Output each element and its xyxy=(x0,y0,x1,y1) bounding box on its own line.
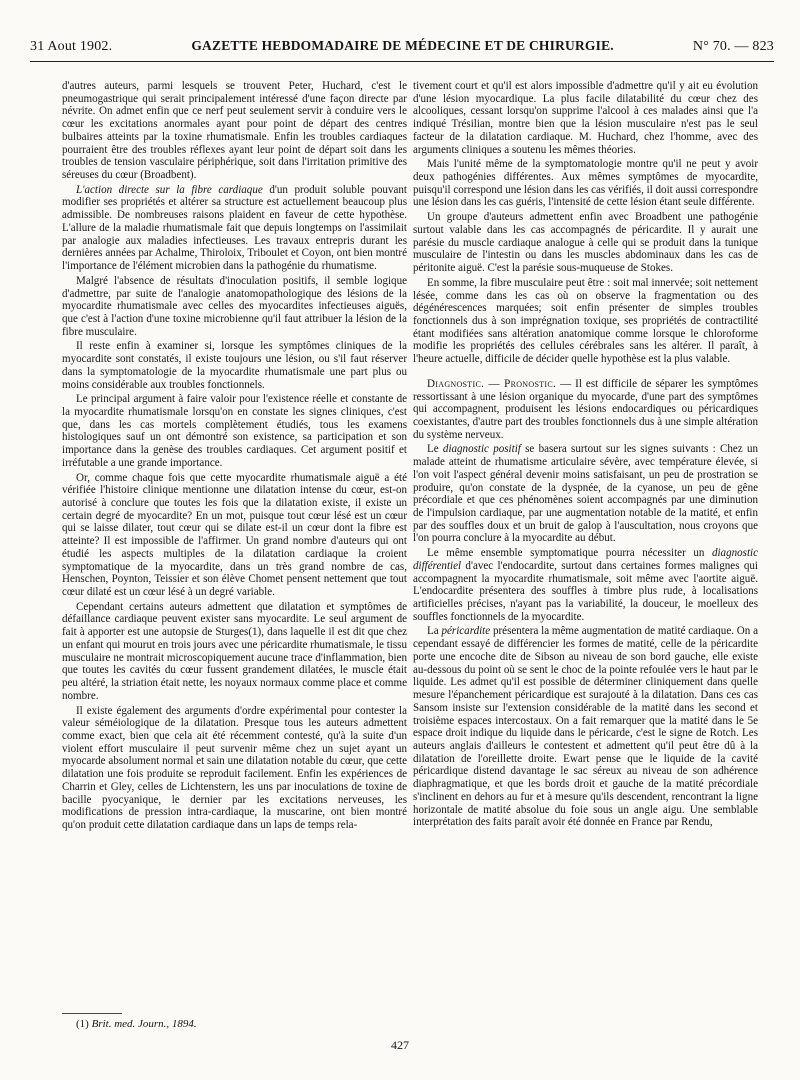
left-column xyxy=(62,80,407,1000)
header-date: 31 Aout 1902. xyxy=(30,39,113,54)
section-heading: Diagnostic. — Pronostic. xyxy=(427,377,557,390)
right-column xyxy=(413,80,758,1000)
paragraph-text: Malgré l'absence de résultats d'inoculation positifs, il semble logique d'admettre, par suite de l'analogie anatomopathologique des lésions de la myocardite rhumatismale avec celles des myocardites infectieuses aiguës, que c'est à l'action d'une toxine microbienne qu'il faut attribuer la lésion de la fibre musculaire. xyxy=(62,274,407,338)
paragraph-text: Un groupe d'auteurs admettent enfin avec Broadbent une pathogénie surtout valable dans les cas accompagnés de péricardite. Il y aurait une parésie du muscle cardiaque analogue à celle qui se produit dans la tunique musculaire de l'intestin ou dans les muscles abdominaux dans les cas de péritonite aiguë. C'est la parésie sous-muqueuse de Stokes. xyxy=(413,211,758,275)
paragraph xyxy=(413,80,758,156)
paragraph-text: d'autres auteurs, parmi lesquels se trouvent Peter, Huchard, c'est le pneumogastrique qui serait principalement intéressé d'une façon directe par névrite. On admet enfin que ce nerf peut seulement servir à conduire vers le cœur les excitations anormales ayant pour point de départ des centres bulbaires atteints par la toxine rhumatismale. Enfin les troubles cardiaques pourraient être des troubles réflexes ayant leur point de départ soit dans les troubles de tension vasculaire périphérique, soit dans l'irritation primitive des séreuses du cœur (Broadbent). xyxy=(62,80,407,182)
paragraph xyxy=(62,184,407,273)
issue-number: N° 70. — 823 xyxy=(692,39,774,54)
paragraph-text: présentera la même augmentation de matité cardiaque. On a cependant essayé de différencier les formes de matité, celle de la péricardite porte une encoche dite de Sibson au niveau de son bord gauche, elle existe au-dessous du point où se sent le choc de la pointe refoulée vers le haut par le liquide. Les admet qu'il est possible de déterminer cliniquement dans quelle mesure l'épanchement péricardique est surajouté à la dilatation. Dans ces cas Sansom insiste sur l'extension considérable de la matité dans les second et troisième espaces intercostaux. On a fait remarquer que la matité dans le 5e espace droit indique du liquide dans le péricarde, c'est le signe de Rotch. Les auteurs anglais d'ailleurs le contestent et admettent qu'il peut être dû à la dilatation de l'oreillette droite. Ewart pense que le liquide de la cavité péricardique distend davantage le sac séreux au niveau de son adhérence diaphragmatique, et que les bords droit et gauche de la matité précordiale s'inclinent en dehors au fur et à mesure qu'ils descendent, rencontrant la ligne horizontale de matité absolue du foie sous un angle aigu. Une semblable interprétation des faits paraît avoir été donnée en France par Rendu, xyxy=(413,625,758,829)
paragraph-text: tivement court et qu'il est alors impossible d'admettre qu'il y ait eu évolution d'une lésion myocardique. La plus facile dilatabilité du cœur chez des alcooliques, cessant lorsqu'on supprime l'alcool à ces malades ainsi que l'a indiqué Trésilian, montre bien que la lésion musculaire n'est pas le seul facteur de la dilatation cardiaque. M. Huchard, chez l'homme, avec des arguments cliniques a soutenu les mêmes théories. xyxy=(413,80,758,156)
paragraph-lead: Le xyxy=(427,443,443,456)
paragraph-text: — Il est difficile de séparer les symptômes ressortissant à une lésion organique du myocarde, d'une part des symptômes qui accompagnent, produisent les lésions endocardiques ou péricardiques coexistantes, d'autre part des troubles fonctionnels dus à une simple altération du système nerveux. xyxy=(413,377,758,441)
paragraph-lead: La xyxy=(427,625,442,638)
paragraph-text: d'un produit soluble pouvant modifier ses propriétés et altérer sa structure est actuellement beaucoup plus admissible. De nombreuses raisons plaident en faveur de cette hypothèse. L'allure de la maladie rhumatismale fait que depuis longtemps on l'assimilait par analogie aux maladies infectieuses. Les travaux entrepris durant les dernières années par Achalme, Thiroloix, Triboulet et Coyon, ont bien montré l'importance de l'élément microbien dans la pathogénie du rhumatisme. xyxy=(62,183,407,273)
paragraph xyxy=(62,472,407,599)
emphasis: diagnostic positif xyxy=(442,443,521,456)
page-number: 427 xyxy=(391,1038,409,1052)
paragraph xyxy=(62,275,407,339)
header-rule xyxy=(30,61,774,62)
paragraph-text: d'avec l'endocardite, surtout dans certaines formes malignes qui accompagnent la myocardite rhumatismale, soit même avec l'aortite aiguë. L'endocardite présentera des souffles à timbre plus rude, à localisations artificielles précises, n'ayant pas la variabilité, la douceur, le moelleux des souffles fonctionnels de la myocardite. xyxy=(413,559,758,623)
journal-title: GAZETTE HEBDOMADAIRE DE MÉDECINE ET DE CHIRURGIE. xyxy=(191,38,614,53)
paragraph xyxy=(413,547,758,623)
footnote xyxy=(76,1018,197,1030)
paragraph-lead: Le même ensemble symptomatique pourra nécessiter un xyxy=(427,547,712,560)
paragraph-text: se basera surtout sur les signes suivants : Chez un malade atteint de rhumatisme articulaire sévère, avec température élevée, si l'on voit l'aspect général devenir moins satisfaisant, un peu de prostration se produire, qu'on constate de la dyspnée, de la cyanose, un peu de gêne précordiale et que ces phénomènes soient accompagnés par une diminution de l'impulsion cardiaque, par une augmentation notable de la matité, et enfin par des souffles doux et un bruit de galop à l'auscultation, nous croyons que l'on pourra conclure à la myocardite au début. xyxy=(413,443,758,545)
paragraph-text: Cependant certains auteurs admettent que dilatation et symptômes de défaillance cardiaque peuvent exister sans myocardite. Le seul argument de fait à apporter est une autopsie de Sturges(1), dans laquelle il est dit que chez un enfant qui mourut en trois jours avec une péricardite rhumatismale, le tissu musculaire ne montrait microscopiquement aucune trace d'inflammation, bien que toutes les cavités du cœur fussent grandement dilatées, le muscle était peu altéré, la striation était nette, les noyaux normaux comme place et comme nombre. xyxy=(62,600,407,702)
paragraph xyxy=(62,393,407,469)
paragraph-text: En somme, la fibre musculaire peut être : soit mal innervée; soit nettement lésée, comme dans les cas où on observe la fragmentation ou des dégénérescences marquées; soit enfin présenter de simples troubles fonctionnels dus à son imprégnation toxique, ses propriétés de contractilité étant modifiées sans altération anatomique comme lorsque le chloroforme modifie les propriétés des cellules cérébrales sans les altérer. Il paraît, à l'heure actuelle, difficile de décider quelle hypothèse est la plus valable. xyxy=(413,276,758,366)
paragraph xyxy=(62,80,407,182)
footnote-rule xyxy=(62,1013,122,1014)
emphasis: diagnostic différentiel xyxy=(413,547,758,572)
footnote-number: (1) xyxy=(76,1018,89,1030)
paragraph xyxy=(413,378,758,442)
paragraph xyxy=(413,277,758,366)
paragraph xyxy=(413,158,758,209)
paragraph-text: Il reste enfin à examiner si, lorsque les symptômes cliniques de la myocardite sont constatés, il existe toujours une lésion, ou s'il faut réserver dans la symptomatologie de la myocardite rhumatismale une part plus ou moins considérable aux troubles fonctionnels. xyxy=(62,340,407,391)
paragraph-text: Il existe également des arguments d'ordre expérimental pour contester la valeur séméiologique de la dilatation. Presque tous les auteurs admettent comme exact, bien que cela ait été récemment contesté, qu'à la suite d'un violent effort musculaire il peut survenir même chez un sujet ayant un myocarde absolument normal et sain une dilatation notable du cœur, que cette dilatation une fois produite se reproduit facilement. Enfin les expériences de Charrin et Gley, celles de Lichtenstern, les uns par inoculations de toxine de bacille pyocyanique, le dernier par les excitations nerveuses, les modifications de pression intra-cardiaque, la muscarine, ont bien montré qu'on produit cette dilatation cardiaque dans un laps de temps rela- xyxy=(62,704,407,831)
paragraph xyxy=(413,625,758,829)
paragraph xyxy=(413,211,758,275)
paragraph xyxy=(62,340,407,391)
paragraph xyxy=(62,705,407,832)
emphasis: péricardite xyxy=(441,625,491,638)
paragraph xyxy=(413,443,758,545)
paragraph-text: Le principal argument à faire valoir pour l'existence réelle et constante de la myocardite rhumatismale lorsqu'on en constate les signes cliniques, c'est que, dans les cas mortels complètement étudiés, tous les examens histologiques sauf un ont démontré son existence, sa participation et son importance dans la genèse des troubles cardiaques. Cet argument positif et irréfutable a une grande importance. xyxy=(62,393,407,469)
emphasis: L'action directe sur la fibre cardiaque xyxy=(76,183,263,196)
footnote-text: Brit. med. Journ., 1894. xyxy=(91,1018,197,1030)
paragraph-text: Mais l'unité même de la symptomatologie montre qu'il ne peut y avoir deux pathogénies différentes. Aux mêmes symptômes de myocardite, puisqu'il correspond une lésion dans les cas vérifiés, il doit aussi correspondre une lésion dans les cas guéris, l'intensité de cette lésion étant seule différente. xyxy=(413,158,758,209)
paragraph xyxy=(62,601,407,703)
paragraph-text: Or, comme chaque fois que cette myocardite rhumatismale aiguë a été vérifiée l'histoire clinique mentionne une dilatation intense du cœur, est-on autorisé à conclure que toutes les fois que la dilatation existe, il existe un certain degré de myocardite? En un mot, puisque tout cœur lésé est un cœur qui se laisse dilater, tout cœur qui se dilate est-il un cœur dont la fibre est atteinte? Il est impossible de l'affirmer. Un grand nombre d'auteurs qui ont étudié les aspects multiples de la dilatation cardiaque la croient symptomatique de la myocardite, dans un très grand nombre de cas, Henschen, Poynton, Teissier et son élève Chomet pensent nettement que tout cœur dilaté est un cœur lésé à un degré variable. xyxy=(62,471,407,599)
running-header xyxy=(30,38,774,60)
